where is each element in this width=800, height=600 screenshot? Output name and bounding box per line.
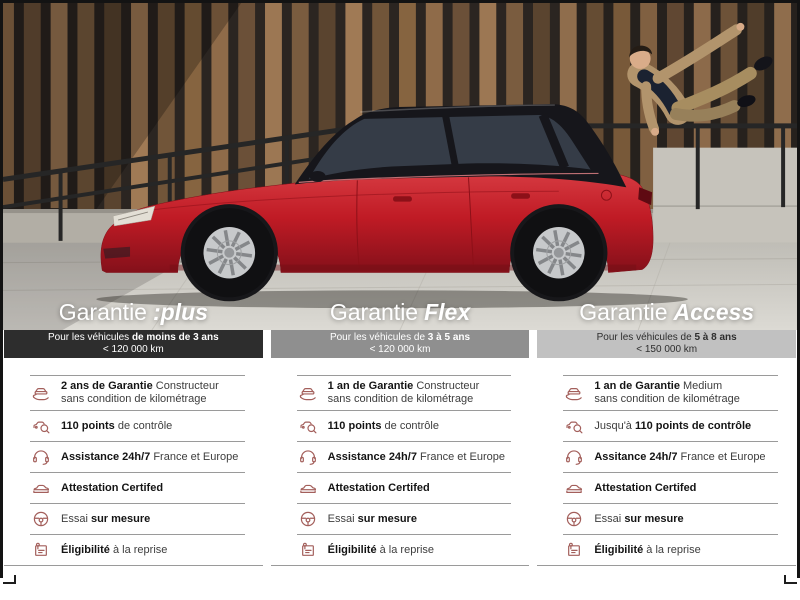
page-border-corner bbox=[3, 575, 16, 584]
eligibility-line1: Pour les véhicules de 5 à 8 ans bbox=[596, 332, 737, 343]
feature-text: 110 points de contrôle bbox=[61, 419, 173, 432]
car-inspection-icon bbox=[297, 415, 319, 437]
plan-title-variant: :plus bbox=[152, 299, 208, 325]
plan-column-flex bbox=[271, 375, 530, 566]
plan-column-plus bbox=[4, 375, 263, 566]
feature-text: Éligibilité à la reprise bbox=[327, 543, 435, 556]
hand-car-icon bbox=[30, 382, 52, 404]
feature-text: Assitance 24h/7 France et Europe bbox=[594, 450, 766, 463]
hand-car-icon bbox=[563, 382, 585, 404]
clipboard-pin-icon bbox=[563, 539, 585, 561]
feature-text: Attestation Certifed bbox=[594, 481, 697, 494]
plan-title-plus bbox=[4, 297, 263, 327]
feature-text: Attestation Certifed bbox=[61, 481, 164, 494]
feature-text: Éligibilité à la reprise bbox=[61, 543, 168, 556]
front-wheel bbox=[181, 204, 278, 301]
feature-row bbox=[563, 410, 778, 441]
car-attestation-icon bbox=[297, 477, 319, 499]
feature-text: Assistance 24h/7 France et Europe bbox=[61, 450, 239, 463]
headset-icon bbox=[563, 446, 585, 468]
feature-row bbox=[563, 375, 778, 410]
feature-row bbox=[563, 534, 778, 565]
plan-title-flex bbox=[271, 297, 530, 327]
eligibility-line1: Pour les véhicules de moins de 3 ans bbox=[48, 332, 219, 343]
feature-text: 1 an de Garantie Medium sans condition de kilométrage bbox=[594, 380, 740, 405]
car-attestation-icon bbox=[563, 477, 585, 499]
door-handle bbox=[393, 196, 412, 201]
feature-text: Essai sur mesure bbox=[61, 512, 151, 525]
clipboard-pin-icon bbox=[297, 539, 319, 561]
plan-title-variant: Access bbox=[673, 299, 755, 325]
rear-wheel bbox=[510, 204, 607, 301]
feature-text: 1 an de Garantie Constructeur sans condition de kilométrage bbox=[327, 380, 480, 405]
eligibility-bar-flex bbox=[271, 330, 530, 358]
feature-row bbox=[30, 503, 245, 534]
car-inspection-icon bbox=[563, 415, 585, 437]
feature-row bbox=[297, 441, 512, 472]
feature-text: 110 points de contrôle bbox=[327, 419, 439, 432]
eligibility-line2: < 120 000 km bbox=[102, 344, 164, 355]
feature-row bbox=[563, 503, 778, 534]
feature-tables-row bbox=[0, 375, 800, 566]
feature-row bbox=[30, 375, 245, 410]
steering-wheel-icon bbox=[297, 508, 319, 530]
feature-text: Assistance 24h/7 France et Europe bbox=[327, 450, 506, 463]
feature-text: Attestation Certifed bbox=[327, 481, 430, 494]
plan-title-access bbox=[537, 297, 796, 327]
page-border-corner bbox=[784, 575, 797, 584]
feature-text: Essai sur mesure bbox=[327, 512, 417, 525]
plan-title-variant: Flex bbox=[424, 299, 471, 325]
hero-photo-scene bbox=[3, 3, 797, 330]
feature-row bbox=[30, 472, 245, 503]
side-mirror bbox=[310, 171, 326, 182]
feature-row bbox=[297, 503, 512, 534]
feature-text: Essai sur mesure bbox=[594, 512, 684, 525]
feature-row bbox=[30, 441, 245, 472]
plan-column-access bbox=[537, 375, 796, 566]
hero-photo bbox=[3, 3, 797, 330]
feature-row bbox=[297, 472, 512, 503]
feature-text: Jusqu'à 110 points de contrôle bbox=[594, 419, 752, 432]
plan-title-prefix: Garantie bbox=[329, 299, 419, 325]
car-inspection-icon bbox=[30, 415, 52, 437]
eligibility-bar-access bbox=[537, 330, 796, 358]
door-handle bbox=[511, 193, 530, 198]
front-intake bbox=[103, 247, 130, 259]
feature-text: 2 ans de Garantie Constructeur sans condition de kilométrage bbox=[61, 380, 219, 405]
eligibility-bar-plus bbox=[4, 330, 263, 358]
headset-icon bbox=[30, 446, 52, 468]
hand-car-icon bbox=[297, 382, 319, 404]
eligibility-line1: Pour les véhicules de 3 à 5 ans bbox=[329, 332, 471, 343]
steering-wheel-icon bbox=[30, 508, 52, 530]
clipboard-pin-icon bbox=[30, 539, 52, 561]
plan-titles-row bbox=[0, 297, 800, 327]
feature-row bbox=[563, 472, 778, 503]
steering-wheel-icon bbox=[563, 508, 585, 530]
feature-row bbox=[297, 410, 512, 441]
plan-title-prefix: Garantie bbox=[58, 299, 147, 325]
plan-title-prefix: Garantie bbox=[579, 299, 668, 325]
eligibility-line2: < 120 000 km bbox=[369, 344, 431, 355]
feature-row bbox=[563, 441, 778, 472]
eligibility-bars-row bbox=[0, 330, 800, 358]
car-attestation-icon bbox=[30, 477, 52, 499]
feature-text: Éligibilité à la reprise bbox=[594, 543, 701, 556]
feature-row bbox=[297, 375, 512, 410]
feature-row bbox=[30, 534, 245, 565]
feature-row bbox=[30, 410, 245, 441]
distant-terrace bbox=[653, 148, 797, 243]
eligibility-line2: < 150 000 km bbox=[636, 344, 698, 355]
headset-icon bbox=[297, 446, 319, 468]
feature-row bbox=[297, 534, 512, 565]
